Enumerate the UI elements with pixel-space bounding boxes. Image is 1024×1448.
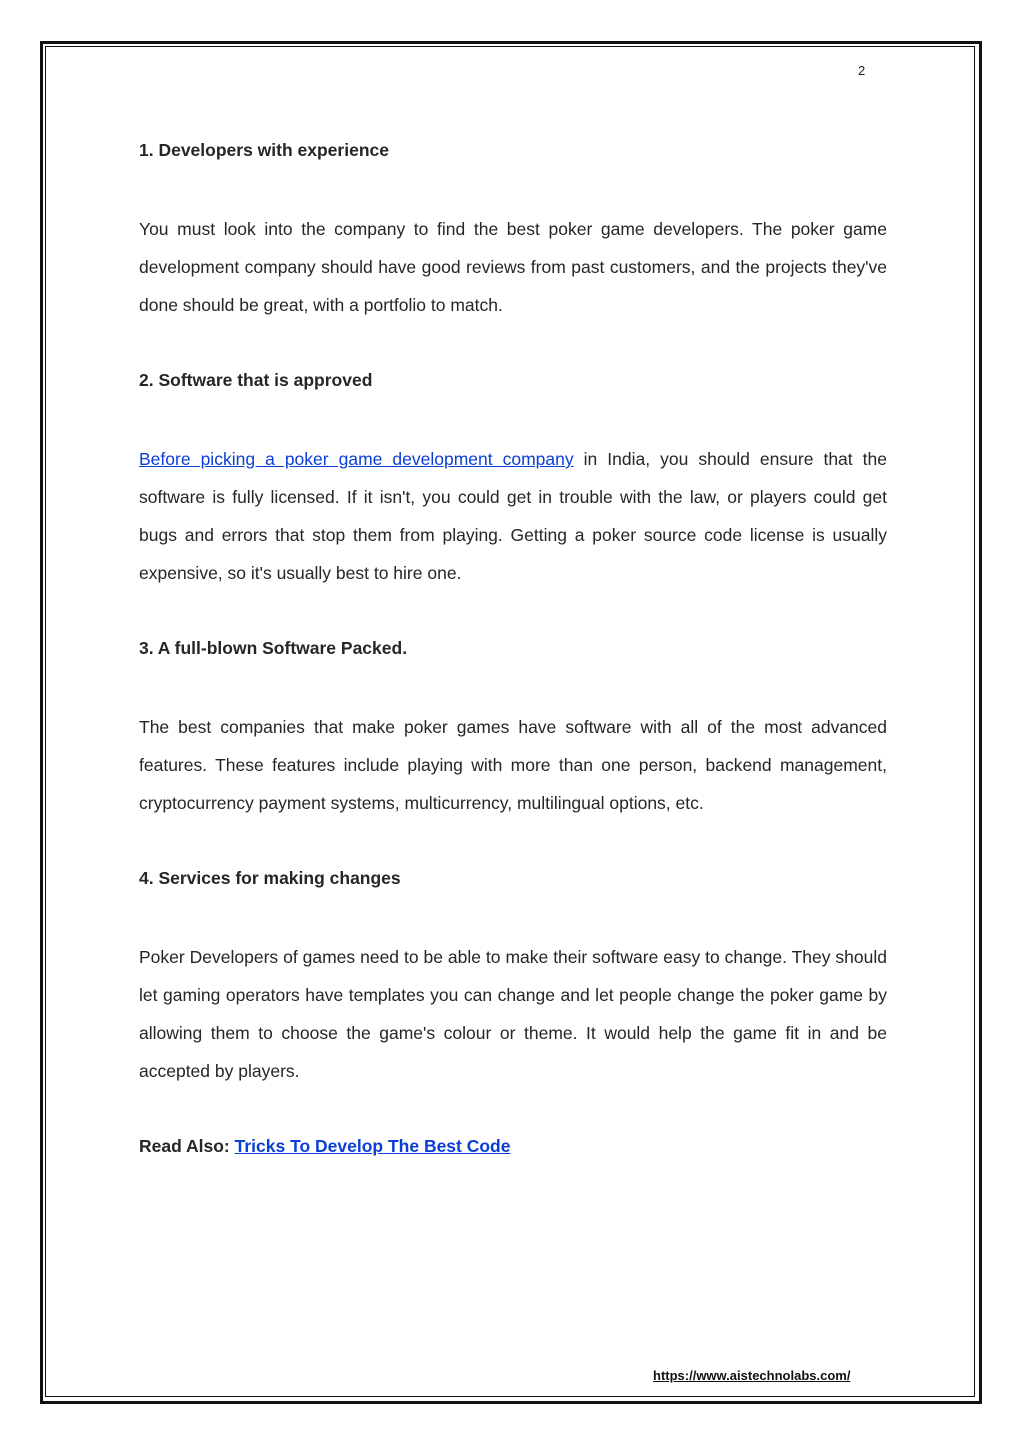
spacer [139, 395, 887, 440]
read-also-label: Read Also: [139, 1136, 235, 1156]
spacer [139, 1090, 887, 1131]
spacer [139, 165, 887, 210]
poker-development-company-link[interactable]: Before picking a poker game development company [139, 449, 574, 469]
spacer [139, 822, 887, 863]
page-number: 2 [858, 63, 866, 78]
read-also-link[interactable]: Tricks To Develop The Best Code [234, 1136, 511, 1156]
section-2-heading: 2. Software that is approved [139, 370, 373, 390]
section-2-paragraph [139, 440, 887, 592]
section-2-paragraph-text: in India, you should ensure that the software is fully licensed. If it isn't, you could get in trouble with the law, or players could get bugs and errors that stop them from playing. Getting a poker source code license is usually expensive, so it's usually best to hire one. [139, 449, 887, 583]
read-also [139, 1131, 887, 1161]
spacer [139, 893, 887, 938]
spacer [139, 592, 887, 633]
spacer [139, 324, 887, 365]
spacer [139, 663, 887, 708]
section-3-heading: 3. A full-blown Software Packed. [139, 638, 408, 658]
section-1-paragraph: You must look into the company to find the best poker game developers. The poker game development company should have good reviews from past customers, and the projects they've done should be great, with a portfolio to match. [139, 219, 887, 315]
document-body [139, 135, 887, 1161]
section-4-heading: 4. Services for making changes [139, 868, 401, 888]
section-1-heading: 1. Developers with experience [139, 140, 389, 160]
section-4-paragraph: Poker Developers of games need to be able to make their software easy to change. They should let gaming operators have templates you can change and let people change the poker game by allowing them to choose the game's colour or theme. It would help the game fit in and be accepted by players. [139, 947, 887, 1081]
section-3-paragraph: The best companies that make poker games have software with all of the most advanced features. These features include playing with more than one person, backend management, cryptocurrency payment systems, multicurrency, multilingual options, etc. [139, 717, 887, 813]
footer-website-link[interactable]: https://www.aistechnolabs.com/ [653, 1368, 851, 1383]
